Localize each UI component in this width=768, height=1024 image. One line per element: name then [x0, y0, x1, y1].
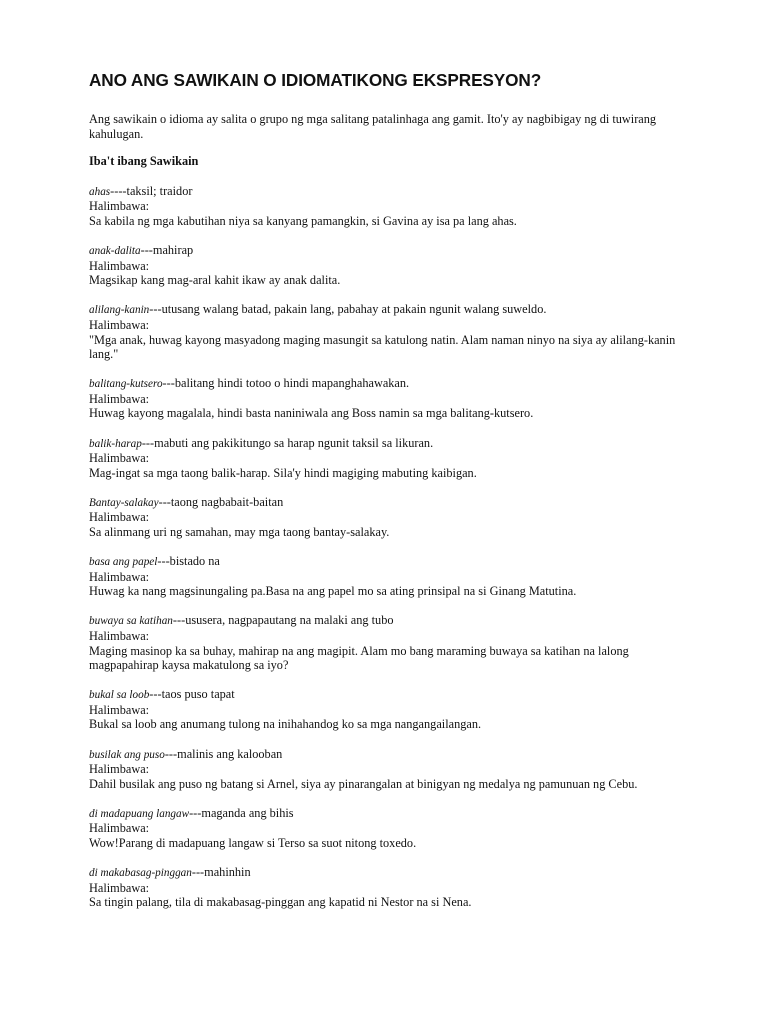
- example-label: Halimbawa:: [89, 821, 150, 836]
- example-sentence: Sa alinmang uri ng samahan, may mga taong bantay-salakay.: [89, 524, 390, 539]
- example-label: Halimbawa:: [89, 451, 150, 466]
- definition-separator: ---: [149, 302, 162, 317]
- definition-line: [89, 376, 679, 392]
- idiom-entry: [89, 376, 679, 421]
- definition-line: [89, 495, 679, 511]
- idiom-term: di makabasag-pinggan: [89, 867, 192, 880]
- definition-separator: ---: [158, 494, 171, 509]
- idiom-meaning: malinis ang kalooban: [177, 746, 283, 761]
- idiom-term: di madapuang langaw: [89, 807, 190, 820]
- idiom-term: basa ang papel: [89, 556, 158, 569]
- definition-separator: ---: [149, 687, 162, 702]
- example-sentence: Sa kabila ng mga kabutihan niya sa kanyang pamangkin, si Gavina ay isa pa lang ahas.: [89, 213, 517, 228]
- definition-separator: ---: [141, 435, 155, 450]
- idiom-meaning: taong nagbabait-baitan: [170, 494, 284, 509]
- definition-separator: ----: [110, 183, 127, 198]
- example-label: Halimbawa:: [89, 569, 150, 584]
- example-label: Halimbawa:: [89, 199, 150, 214]
- example-sentence: Mag-ingat sa mga taong balik-harap. Sila'y hindi magiging mabuting kaibigan.: [89, 465, 477, 480]
- definition-separator: ---: [172, 613, 186, 628]
- idiom-entry: [89, 554, 679, 599]
- idiom-entry: [89, 302, 679, 361]
- definition-line: [89, 687, 679, 703]
- definition-separator: ---: [191, 865, 205, 880]
- definition-line: [89, 243, 679, 259]
- idiom-meaning: bistado na: [169, 554, 220, 569]
- idiom-meaning: utusang walang batad, pakain lang, pabahay at pakain ngunit walang suweldo.: [161, 302, 547, 317]
- entry-list: [89, 184, 679, 910]
- definition-line: [89, 554, 679, 570]
- example-sentence: Huwag ka nang magsinungaling pa.Basa na ang papel mo sa ating prinsipal na si Ginang Matutina.: [89, 584, 577, 599]
- definition-line: [89, 436, 679, 452]
- idiom-term: Bantay-salakay: [89, 496, 159, 509]
- definition-line: [89, 302, 679, 318]
- example-sentence: Dahil busilak ang puso ng batang si Arnel, siya ay pinarangalan at binigyan ng medalya ng pamunuan ng Cebu.: [89, 776, 638, 791]
- example-sentence: "Mga anak, huwag kayong masyadong maging masungit sa katulong natin. Alam naman ninyo na siya ay alilang-kanin lang.": [89, 332, 676, 362]
- document-title: ANO ANG SAWIKAIN O IDIOMATIKONG EKSPRESYON?: [89, 70, 542, 90]
- idiom-entry: [89, 184, 679, 229]
- idiom-meaning: taos puso tapat: [161, 687, 235, 702]
- example-sentence: Sa tingin palang, tila di makabasag-pinggan ang kapatid ni Nestor na si Nena.: [89, 895, 472, 910]
- idiom-term: busilak ang puso: [89, 748, 165, 761]
- example-sentence: Magsikap kang mag-aral kahit ikaw ay anak dalita.: [89, 273, 341, 288]
- definition-line: [89, 184, 679, 200]
- idiom-meaning: taksil; traidor: [126, 183, 193, 198]
- idiom-term: ahas: [89, 185, 111, 198]
- idiom-term: buwaya sa katihan: [89, 615, 173, 628]
- example-label: Halimbawa:: [89, 317, 150, 332]
- idiom-entry: [89, 806, 679, 851]
- example-label: Halimbawa:: [89, 510, 150, 525]
- idiom-meaning: balitang hindi totoo o hindi mapanghahawakan.: [174, 376, 410, 391]
- example-label: Halimbawa:: [89, 628, 150, 643]
- definition-line: [89, 865, 679, 881]
- idiom-entry: [89, 243, 679, 288]
- idiom-meaning: mabuti ang pakikitungo sa harap ngunit taksil sa likuran.: [154, 435, 434, 450]
- example-label: Halimbawa:: [89, 258, 150, 273]
- idiom-term: balik-harap: [89, 437, 142, 450]
- idiom-meaning: mahirap: [152, 243, 194, 258]
- example-label: Halimbawa:: [89, 391, 150, 406]
- example-sentence: Maging masinop ka sa buhay, mahirap na ang magipit. Alam mo bang maraming buwaya sa katihan na lalong magpapahirap kaysa makatulong sa iyo?: [89, 643, 629, 673]
- idiom-entry: [89, 495, 679, 540]
- definition-separator: ---: [164, 746, 178, 761]
- definition-separator: ---: [157, 554, 170, 569]
- section-heading: Iba't ibang Sawikain: [89, 154, 199, 169]
- definition-line: [89, 747, 679, 763]
- example-label: Halimbawa:: [89, 762, 150, 777]
- intro-paragraph: Ang sawikain o idioma ay salita o grupo ng mga salitang patalinhaga ang gamit. Ito'y ay nagbibigay ng di tuwirang kahulugan.: [89, 112, 657, 141]
- document-page: [89, 70, 679, 924]
- definition-line: [89, 613, 679, 629]
- idiom-entry: [89, 613, 679, 672]
- idiom-entry: [89, 436, 679, 481]
- idiom-entry: [89, 747, 679, 792]
- idiom-entry: [89, 687, 679, 732]
- example-label: Halimbawa:: [89, 702, 150, 717]
- definition-line: [89, 806, 679, 822]
- idiom-term: bukal sa loob: [89, 689, 150, 702]
- idiom-term: anak-dalita: [89, 245, 141, 258]
- example-sentence: Huwag kayong magalala, hindi basta naniniwala ang Boss namin sa mga balitang-kutsero.: [89, 406, 534, 421]
- example-sentence: Wow!Parang di madapuang langaw si Terso sa suot nitong toxedo.: [89, 835, 417, 850]
- idiom-meaning: mahinhin: [204, 865, 251, 880]
- example-label: Halimbawa:: [89, 880, 150, 895]
- idiom-entry: [89, 865, 679, 910]
- definition-separator: ---: [162, 376, 175, 391]
- definition-separator: ---: [189, 805, 202, 820]
- definition-separator: ---: [140, 243, 153, 258]
- idiom-term: balitang-kutsero: [89, 378, 163, 391]
- idiom-meaning: ususera, nagpapautang na malaki ang tubo: [185, 613, 394, 628]
- idiom-term: alilang-kanin: [89, 304, 150, 317]
- example-sentence: Bukal sa loob ang anumang tulong na inihahandog ko sa mga nangangailangan.: [89, 717, 482, 732]
- idiom-meaning: maganda ang bihis: [201, 805, 294, 820]
